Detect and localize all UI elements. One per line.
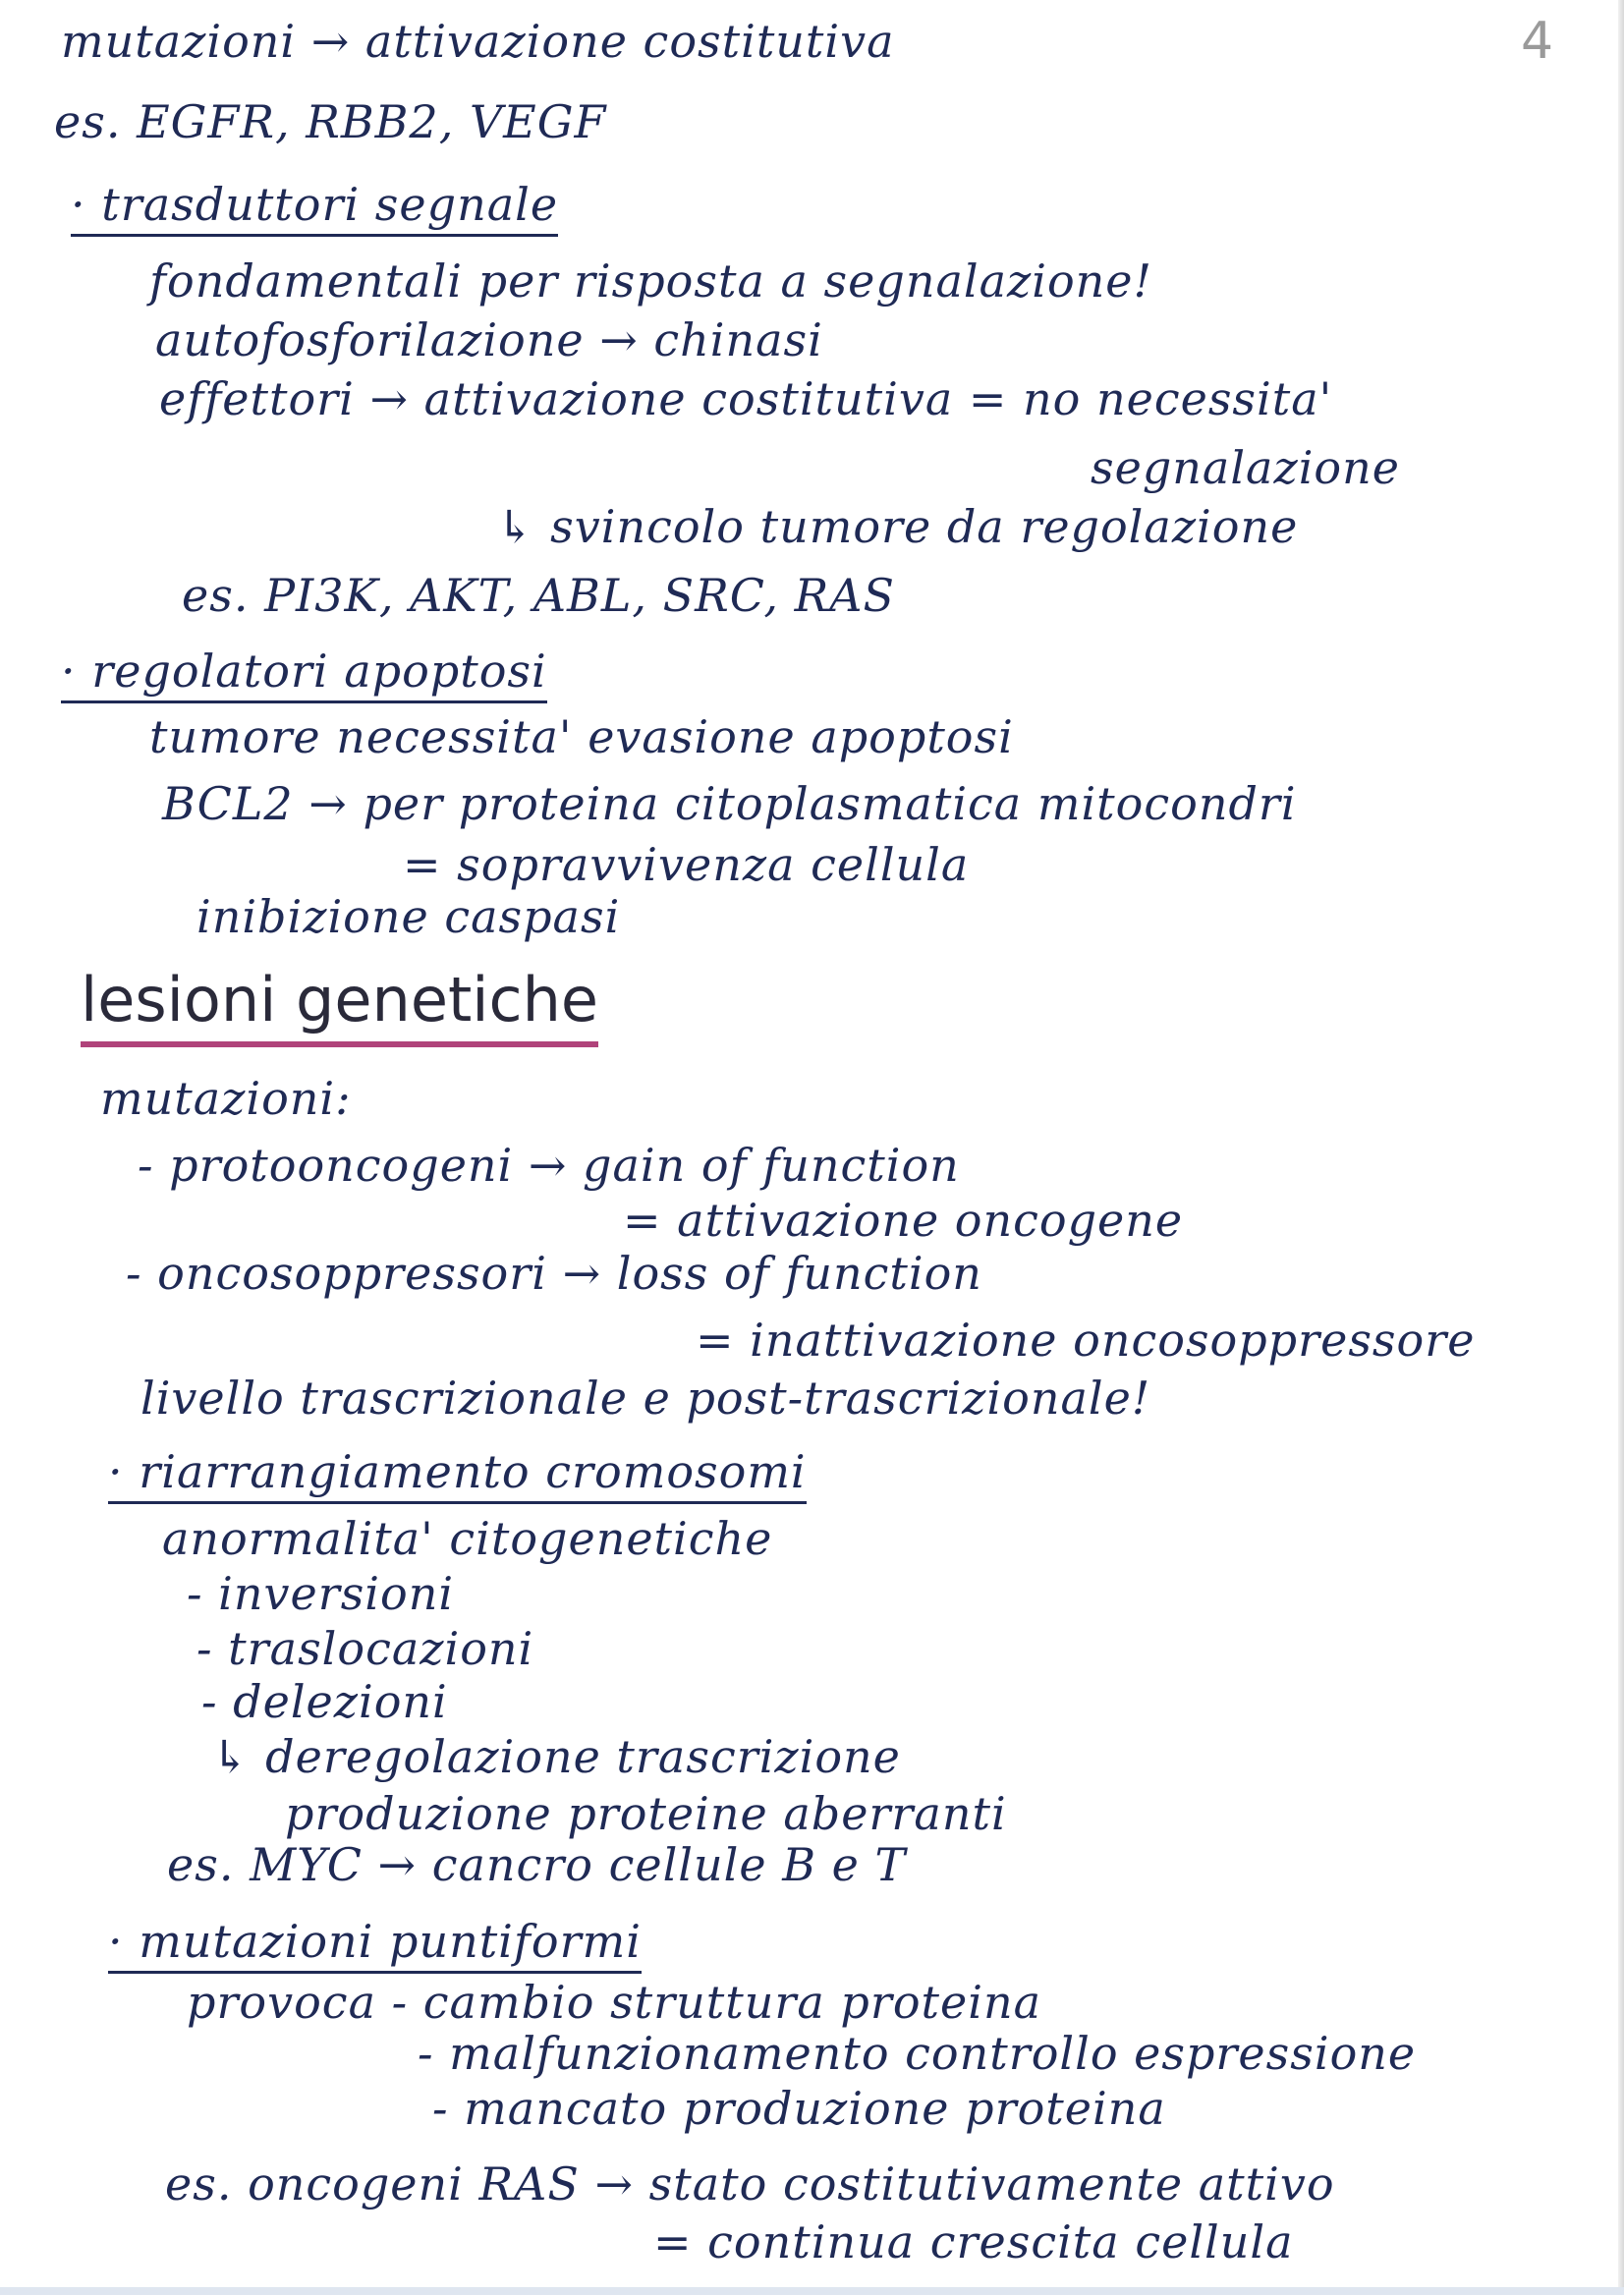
- section-heading-riarrangiamento: · riarrangiamento cromosomi: [108, 1444, 807, 1504]
- scan-edge-bottom: [0, 2287, 1624, 2295]
- section-heading-apoptosi: · regolatori apoptosi: [61, 644, 547, 703]
- note-line: segnalazione: [1091, 441, 1400, 494]
- section-heading-puntiformi: · mutazioni puntiformi: [108, 1914, 642, 1974]
- note-line: es. EGFR, RBB2, VEGF: [54, 95, 607, 148]
- note-line: BCL2 → per proteina citoplasmatica mitocondri: [162, 777, 1297, 830]
- note-line: effettori → attivazione costitutiva = no necessita': [159, 372, 1333, 425]
- note-line: es. PI3K, AKT, ABL, SRC, RAS: [182, 569, 895, 622]
- note-line: - protooncogeni → gain of function: [138, 1139, 960, 1192]
- note-line: es. oncogeni RAS → stato costitutivamente attivo: [165, 2157, 1335, 2211]
- note-line: - malfunzionamento controllo espressione: [418, 2027, 1417, 2080]
- note-line: = inattivazione oncosoppressore: [696, 1314, 1476, 1367]
- note-line: - oncosoppressori → loss of function: [126, 1247, 982, 1300]
- scan-edge-right: [1618, 0, 1624, 2295]
- note-line: = attivazione oncogene: [623, 1194, 1184, 1247]
- note-line: inibizione caspasi: [196, 890, 621, 943]
- note-line: anormalita' citogenetiche: [162, 1512, 773, 1565]
- note-line: = continua crescita cellula: [653, 2215, 1294, 2268]
- note-line: = sopravvivenza cellula: [403, 838, 970, 891]
- note-line: - inversioni: [187, 1567, 455, 1620]
- note-line: mutazioni:: [100, 1072, 352, 1125]
- page-number: 4: [1521, 12, 1555, 71]
- note-line: ↳ svincolo tumore da regolazione: [496, 500, 1299, 553]
- note-line: - delezioni: [201, 1675, 448, 1728]
- note-line: tumore necessita' evasione apoptosi: [149, 710, 1014, 763]
- note-line: livello trascrizionale e post-trascrizionale!: [140, 1371, 1151, 1425]
- note-line: es. MYC → cancro cellule B e T: [167, 1838, 907, 1891]
- note-line: - mancato produzione proteina: [432, 2082, 1166, 2135]
- note-line: fondamentali per risposta a segnalazione!: [149, 254, 1152, 308]
- note-line: provoca - cambio struttura proteina: [187, 1976, 1042, 2029]
- note-line: ↳ deregolazione trascrizione: [211, 1730, 901, 1783]
- note-line: mutazioni → attivazione costitutiva: [61, 15, 895, 68]
- note-line: produzione proteine aberranti: [285, 1787, 1007, 1840]
- page-title-lesioni-genetiche: lesioni genetiche: [81, 963, 598, 1047]
- note-line: autofosforilazione → chinasi: [155, 313, 823, 366]
- note-line: - traslocazioni: [196, 1622, 534, 1675]
- section-heading-trasduttori: · trasduttori segnale: [71, 177, 558, 237]
